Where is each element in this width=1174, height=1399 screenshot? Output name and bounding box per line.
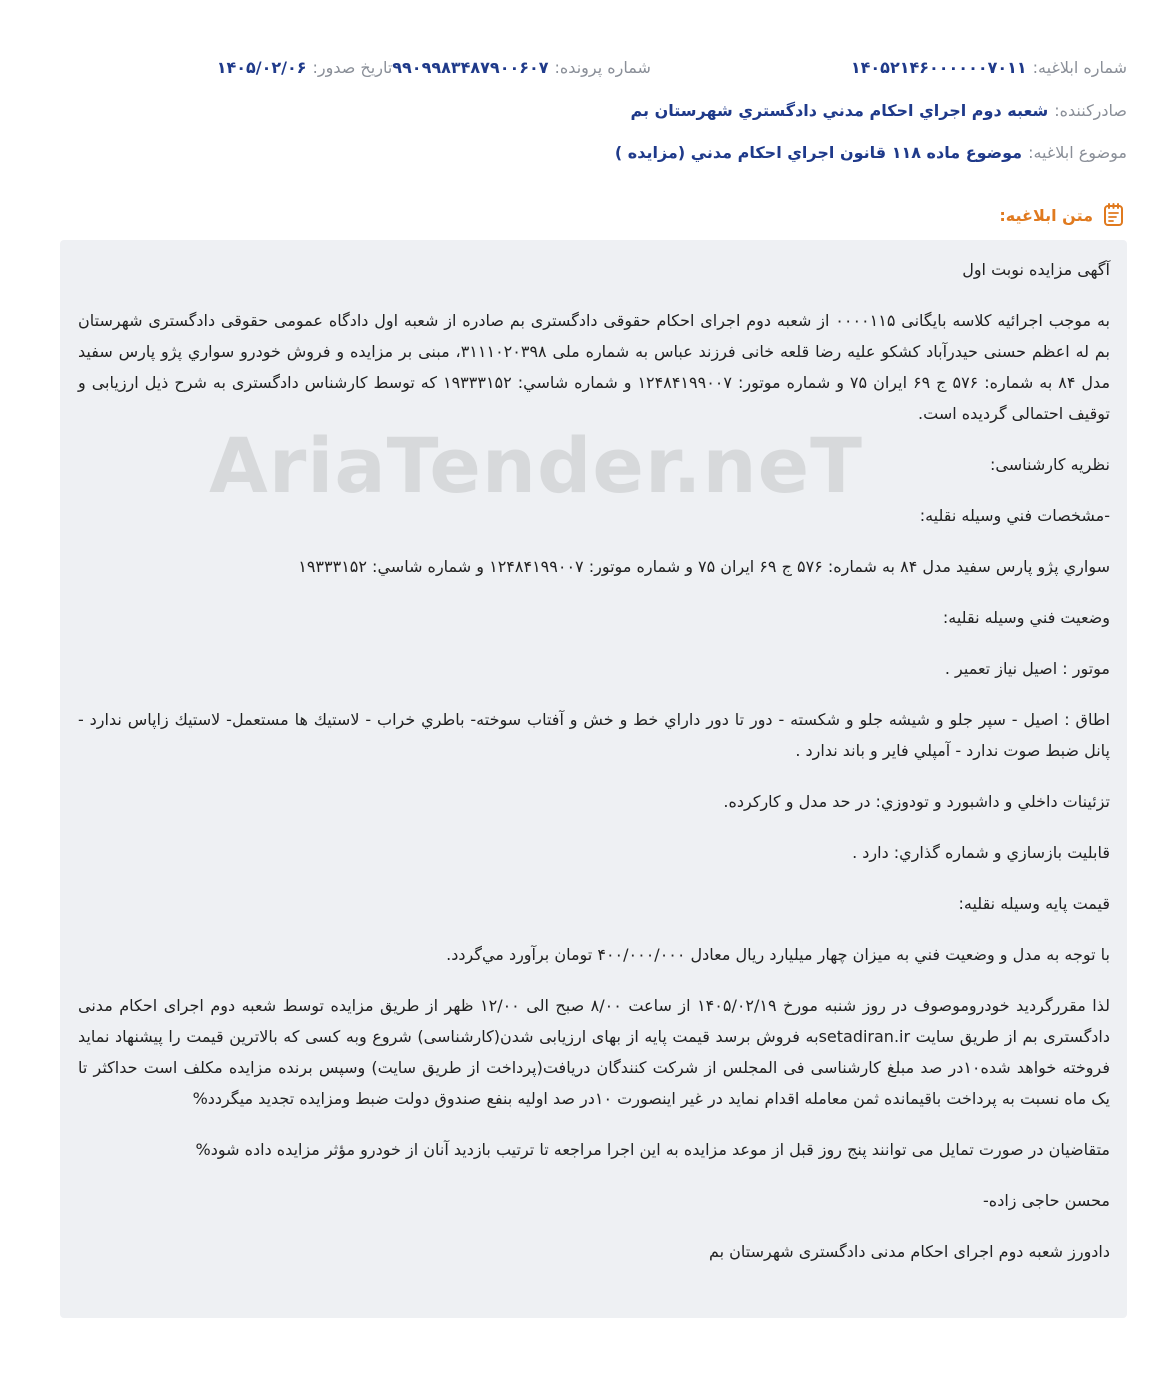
issuer-label: صادرکننده: xyxy=(1054,101,1127,120)
subject-label: موضوع ابلاغیه: xyxy=(1028,143,1127,162)
issue-date-value: ۱۴۰۵/۰۲/۰۶ xyxy=(216,58,307,77)
paragraph-visit-note: متقاضیان در صورت تمایل می توانند پنج روز قبل از موعد مزایده به این اجرا مراجعه تا ترتیب بازدید آنان از خودرو مؤثر مزایده داده شود% xyxy=(195,1140,1110,1159)
paragraph-base-price-heading: قيمت پايه وسيله نقليه: xyxy=(958,894,1110,913)
paragraph-signer-name: محسن حاجی زاده- xyxy=(983,1191,1110,1210)
notice-text-heading xyxy=(999,202,1127,228)
paragraph-engine: موتور : اصيل نياز تعمير . xyxy=(944,659,1110,678)
paragraph-body-condition: اطاق : اصيل - سپر جلو و شيشه جلو و شكسته - دور تا دور داراي خط و خش و آفتاب سوخته- باطري خراب - لاستيك ها مستعمل- لاستيك زاپاس ندارد - پانل ضبط صوت ندارد - آمپلي فاير و باند ندارد . xyxy=(78,710,1110,760)
issue-date xyxy=(217,58,393,77)
notice-number xyxy=(851,58,1127,77)
paragraph-signer-title: دادورز شعبه دوم اجرای احکام مدنی دادگستری شهرستان بم xyxy=(708,1242,1110,1261)
issuer-row xyxy=(47,101,1127,120)
paragraph-expert-opinion: نظریه کارشناسی: xyxy=(990,455,1110,474)
paragraph-vehicle-spec: سواري پژو پارس سفيد مدل ۸۴ به شماره: ۵۷۶ ج ۶۹ ايران ۷۵ و شماره موتور: ۱۲۴۸۴۱۹۹۰۰۷ و شماره شاسي: ۱۹۳۳۳۱۵۲ xyxy=(298,557,1110,576)
case-number xyxy=(392,58,651,77)
paragraph-auction-terms: لذا مقررگردید خودروموصوف در روز شنبه مورخ ۱۴۰۵/۰۲/۱۹ از ساعت ۸/۰۰ صبح الی ۱۲/۰۰ ظهر از طریق مزایده توسط شعبه دوم اجرای احکام مدنی دادگستری بم از طریق سایت setadiran.irبه فروش برسد قیمت پایه از بهای ارزیابی شدن(کارشناسی) شروع وبه کسی که بالاترین قیمت را پیشنهاد نماید فروخته خواهد شده۱۰در صد مبلغ کارشناسی فی المجلس از شرکت کنندگان دریافت(پرداخت از طریق سایت) وسپس برنده مزایده مکلف است حداکثر تا یک ماه نسبت به پرداخت باقیمانده ثمن معامله اقدام نماید در غیر اینصورت ۱۰در صد اولیه بنفع صندوق دولت ضبط ومزایده تجدید میگردد% xyxy=(78,996,1111,1108)
issue-date-label: تاریخ صدور: xyxy=(312,58,393,77)
paragraph-restorable: قابليت بازسازي و شماره گذاري: دارد . xyxy=(852,843,1110,862)
note-icon xyxy=(1101,202,1127,228)
paragraph-title: آگهی مزایده نوبت اول xyxy=(962,260,1110,279)
paragraph-intro: به موجب اجرائیه کلاسه بایگانی ۰۰۰۰۱۱۵ از شعبه دوم اجرای احکام حقوقی دادگستری بم صادره از شعبه اول دادگاه عمومی حقوقی دادگستری شهرستان بم له اعظم حسنی حیدرآباد کشکو علیه رضا قلعه خانی فرزند عباس به شماره ملی ۳۱۱۱۰۲۰۳۹۸، مبنی بر مزایده و فروش خودرو سواري پژو پارس سفيد مدل ۸۴ به شماره: ۵۷۶ ج ۶۹ ايران ۷۵ و شماره موتور: ۱۲۴۸۴۱۹۹۰۰۷ و شماره شاسي: ۱۹۳۳۳۱۵۲ که توسط کارشناس دادگستری به شرح ذیل ارزیابی و توقیف احتمالی گردیده است. xyxy=(78,311,1111,423)
paragraph-base-price: با توجه به مدل و وضعيت فني به ميزان چهار ميليارد ريال معادل ۴۰۰/۰۰۰/۰۰۰ تومان برآورد مي‌گردد. xyxy=(446,945,1110,964)
issuer-value: شعبه دوم اجراي احكام مدني دادگستري شهرستان بم xyxy=(630,101,1049,120)
paragraph-interior: تزئينات داخلي و داشبورد و تودوزي: در حد مدل و كاركرده. xyxy=(723,792,1110,811)
notice-text-box xyxy=(60,240,1127,1318)
paragraph-tech-status-heading: وضعيت فني وسيله نقليه: xyxy=(942,608,1110,627)
watermark-text: AriaTender.neT xyxy=(209,420,863,510)
subject-value: موضوع ماده ۱۱۸ قانون اجراي احكام مدني (مزايده ) xyxy=(614,143,1023,162)
paragraph-tech-specs-heading: -مشخصات فني وسيله نقليه: xyxy=(919,506,1110,525)
case-number-label: شماره پرونده: xyxy=(554,58,651,77)
header-row-numbers xyxy=(47,58,1127,77)
notice-text-heading-label: متن ابلاغیه: xyxy=(999,205,1093,225)
notice-number-value: ۱۴۰۵۲۱۴۶۰۰۰۰۰۰۷۰۱۱ xyxy=(850,58,1027,77)
case-number-value: ۹۹۰۹۹۸۳۴۸۷۹۰۰۶۰۷ xyxy=(392,58,549,77)
notice-number-label: شماره ابلاغیه: xyxy=(1032,58,1127,77)
subject-row xyxy=(47,143,1127,162)
